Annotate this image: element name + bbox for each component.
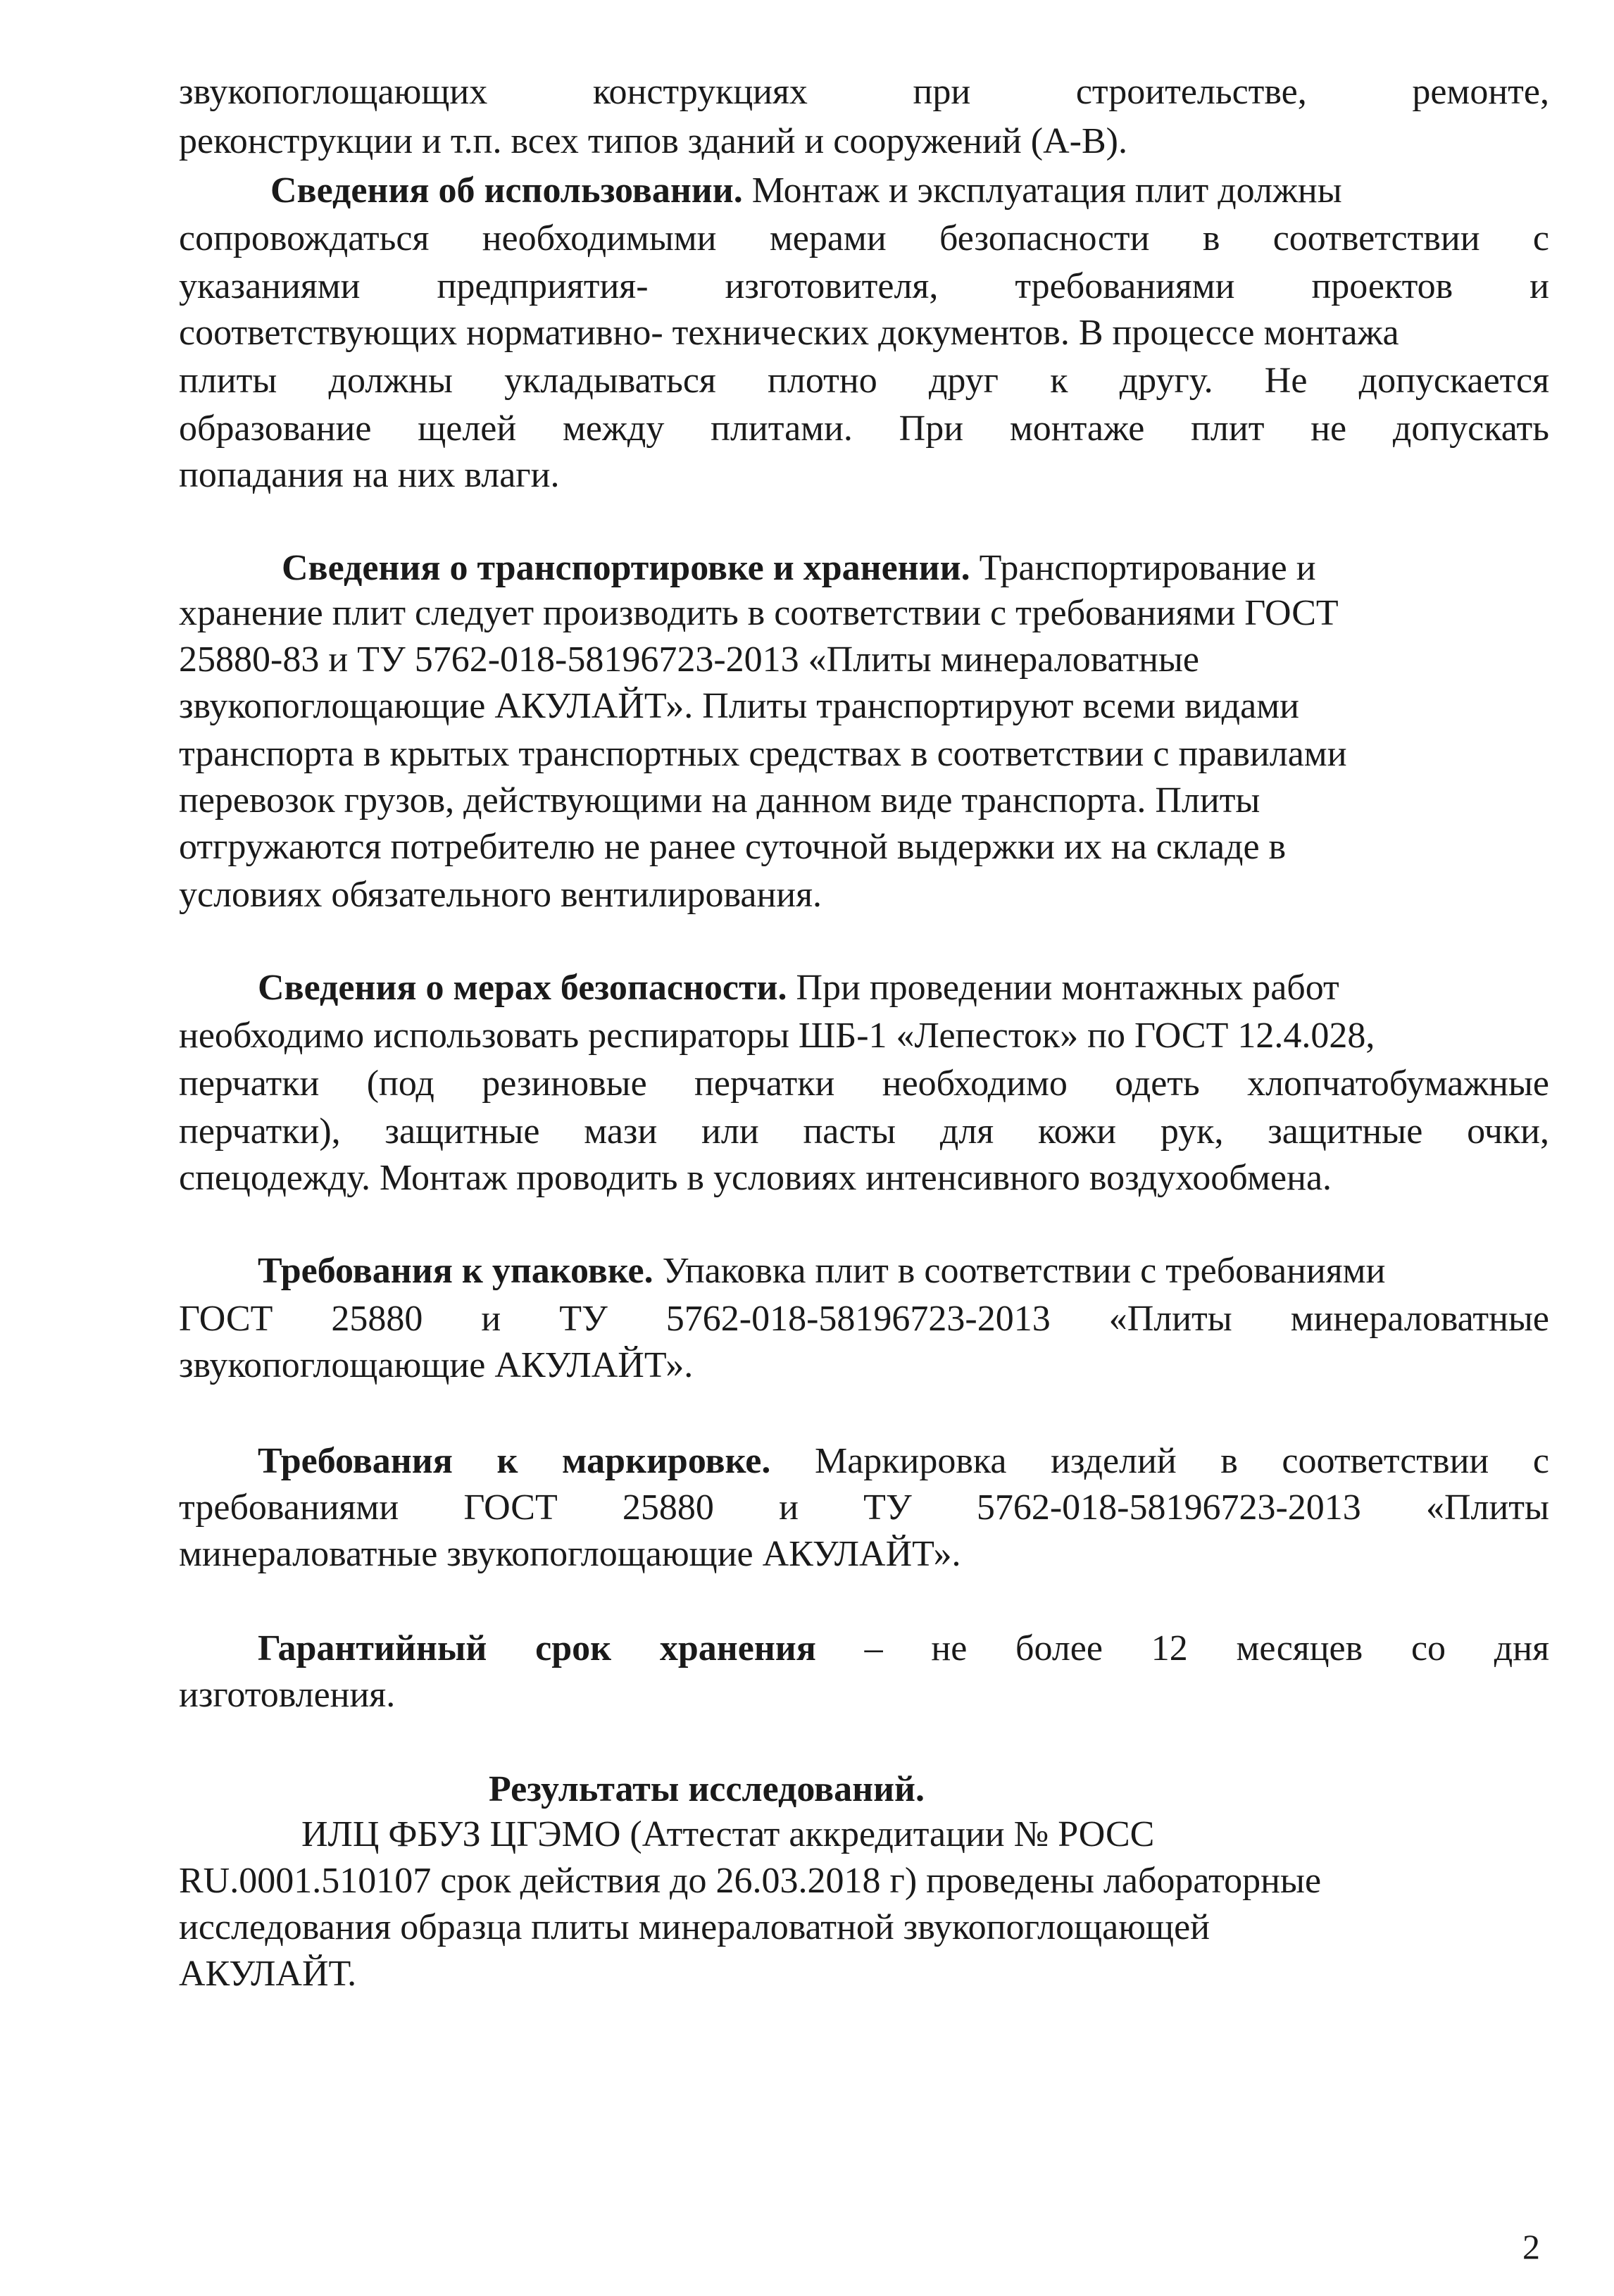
usage-line-5-word: к	[1050, 361, 1068, 401]
usage-line-5-word: другу.	[1119, 361, 1213, 401]
usage-line-2-word: соответствии	[1272, 218, 1480, 258]
results-heading: Результаты исследований.	[489, 1769, 925, 1809]
usage-line-1-text: Монтаж и эксплуатация плит должны	[742, 170, 1342, 211]
warranty-heading-word: хранения	[659, 1628, 816, 1668]
packaging-line-2-word: «Плиты	[1108, 1299, 1232, 1339]
safety-line-3-word: резиновые	[482, 1063, 647, 1104]
packaging-line-1	[258, 1249, 1385, 1293]
transport-line-1	[282, 547, 1316, 590]
usage-line-5-word: плиты	[179, 361, 277, 401]
usage-line-6-word: щелей	[418, 408, 517, 449]
marking-heading-word: маркировке.	[562, 1441, 771, 1481]
safety-line-4-word: пасты	[803, 1111, 896, 1152]
safety-line-4-word: для	[939, 1111, 994, 1152]
marking-line-2	[179, 1486, 1549, 1530]
safety-line-4-word: мази	[584, 1111, 658, 1152]
usage-line-7: попадания на них влаги.	[179, 455, 560, 495]
page-number: 2	[1522, 2227, 1540, 2266]
usage-heading: Сведения об использовании.	[270, 170, 743, 211]
usage-line-3-word: изготовителя,	[725, 266, 939, 306]
marking-line-2-word: и	[779, 1487, 799, 1528]
safety-line-4-word: защитные	[384, 1111, 540, 1152]
safety-line-4-word: рук,	[1160, 1111, 1224, 1152]
usage-line-6	[179, 407, 1549, 451]
safety-line-4-word: защитные	[1268, 1111, 1423, 1152]
packaging-line-1-text: Упаковка плит в соответствии с требованиями	[653, 1251, 1386, 1291]
safety-line-4-word: кожи	[1037, 1111, 1117, 1152]
safety-line-3-word: перчатки	[694, 1063, 835, 1104]
intro-line-1	[179, 70, 1549, 114]
safety-heading: Сведения о мерах безопасности.	[258, 968, 787, 1008]
usage-line-5	[179, 359, 1549, 403]
warranty-line-2: изготовления.	[179, 1675, 396, 1715]
transport-heading: Сведения о транспортировке и хранении.	[282, 548, 970, 588]
marking-heading-word: к	[496, 1441, 518, 1481]
usage-line-3	[179, 265, 1549, 308]
warranty-line-1-word: –	[864, 1628, 883, 1668]
transport-line-1-text: Транспортирование и	[970, 548, 1316, 588]
marking-line-1-word: соответствии	[1282, 1441, 1489, 1481]
safety-line-4	[179, 1110, 1549, 1154]
marking-line-1-word: изделий	[1051, 1441, 1177, 1481]
transport-line-8: условиях обязательного вентилирования.	[179, 875, 822, 915]
intro-line-2: реконструкции и т.п. всех типов зданий и сооружений (А-В).	[179, 121, 1127, 161]
usage-line-6-word: плитами.	[711, 408, 853, 449]
packaging-heading: Требования к упаковке.	[258, 1251, 653, 1291]
results-line-3: исследования образца плиты минераловатной звукопоглощающей	[179, 1907, 1210, 1947]
marking-line-3: минераловатные звукопоглощающие АКУЛАЙТ».	[179, 1534, 961, 1574]
packaging-line-2-word: ГОСТ	[179, 1299, 273, 1339]
usage-line-6-word: При	[899, 408, 964, 449]
safety-line-5: спецодежду. Монтаж проводить в условиях интенсивного воздухообмена.	[179, 1158, 1332, 1198]
packaging-line-2-word: 5762-018-58196723-2013	[665, 1299, 1051, 1339]
marking-line-1-word: с	[1532, 1441, 1549, 1481]
usage-line-3-word: проектов	[1311, 266, 1453, 306]
warranty-line-1	[258, 1627, 1549, 1671]
usage-line-6-word: монтаже	[1009, 408, 1145, 449]
usage-line-2-word: мерами	[769, 218, 887, 258]
intro-line-1-word: звукопоглощающих	[179, 72, 488, 112]
marking-line-1-word: в	[1220, 1441, 1238, 1481]
marking-line-2-word: 25880	[622, 1487, 714, 1528]
warranty-line-1-word: 12	[1151, 1628, 1188, 1668]
usage-line-6-word: образование	[179, 408, 372, 449]
usage-line-3-word: предприятия-	[437, 266, 649, 306]
usage-line-5-word: Не	[1264, 361, 1308, 401]
usage-line-5-word: укладываться	[504, 361, 716, 401]
intro-line-1-word: строительстве,	[1075, 72, 1307, 112]
marking-heading-word: Требования	[258, 1441, 453, 1481]
safety-line-2: необходимо использовать респираторы ШБ-1 «Лепесток» по ГОСТ 12.4.028,	[179, 1016, 1375, 1056]
safety-line-1-text: При проведении монтажных работ	[787, 968, 1339, 1008]
usage-line-5-word: допускается	[1358, 361, 1549, 401]
safety-line-4-word: или	[701, 1111, 759, 1152]
usage-line-5-word: друг	[928, 361, 999, 401]
safety-line-3-word: одеть	[1115, 1063, 1200, 1104]
safety-line-3-word: хлопчатобумажные	[1247, 1063, 1549, 1104]
usage-line-5-word: плотно	[768, 361, 877, 401]
warranty-heading-word: Гарантийный	[258, 1628, 487, 1668]
warranty-line-1-word: со	[1410, 1628, 1446, 1668]
marking-line-2-word: 5762-018-58196723-2013	[976, 1487, 1361, 1528]
intro-line-1-word: ремонте,	[1412, 72, 1549, 112]
usage-line-6-word: не	[1310, 408, 1347, 449]
intro-line-1-word: при	[913, 72, 971, 112]
results-line-2: RU.0001.510107 срок действия до 26.03.2018 г) проведены лабораторные	[179, 1861, 1322, 1901]
packaging-line-2	[179, 1297, 1549, 1341]
packaging-line-2-word: и	[481, 1299, 501, 1339]
warranty-heading-word: срок	[535, 1628, 612, 1668]
usage-line-4: соответствующих нормативно- технических документов. В процессе монтажа	[179, 313, 1399, 353]
safety-line-3-word: перчатки	[179, 1063, 320, 1104]
usage-line-6-word: между	[562, 408, 665, 449]
marking-line-2-word: ГОСТ	[463, 1487, 558, 1528]
usage-line-3-word: указаниями	[179, 266, 361, 306]
usage-line-3-word: и	[1529, 266, 1549, 306]
transport-line-3: 25880-83 и ТУ 5762-018-58196723-2013 «Плиты минераловатные	[179, 639, 1199, 680]
results-line-1: ИЛЦ ФБУЗ ЦГЭМО (Аттестат аккредитации № РОСС	[301, 1814, 1155, 1854]
marking-line-2-word: требованиями	[179, 1487, 399, 1528]
safety-line-4-word: очки,	[1467, 1111, 1549, 1152]
packaging-line-2-word: минераловатные	[1290, 1299, 1549, 1339]
usage-line-3-word: требованиями	[1015, 266, 1235, 306]
transport-line-5: транспорта в крытых транспортных средствах в соответствии с правилами	[179, 734, 1347, 774]
transport-line-4: звукопоглощающие АКУЛАЙТ». Плиты транспортируют всеми видами	[179, 686, 1299, 726]
marking-line-2-word: «Плиты	[1425, 1487, 1549, 1528]
packaging-line-2-word: ТУ	[559, 1299, 608, 1339]
usage-line-2-word: сопровождаться	[179, 218, 430, 258]
transport-line-7: отгружаются потребителю не ранее суточной выдержки их на складе в	[179, 827, 1287, 867]
usage-line-2-word: с	[1532, 218, 1549, 258]
warranty-line-1-word: более	[1015, 1628, 1103, 1668]
safety-line-3	[179, 1062, 1549, 1106]
usage-line-2-word: безопасности	[939, 218, 1150, 258]
packaging-line-3: звукопоглощающие АКУЛАЙТ».	[179, 1345, 694, 1385]
marking-line-1-word: Маркировка	[814, 1441, 1007, 1481]
intro-line-1-word: конструкциях	[592, 72, 808, 112]
safety-line-3-word: необходимо	[882, 1063, 1068, 1104]
transport-line-6: перевозок грузов, действующими на данном виде транспорта. Плиты	[179, 780, 1260, 821]
warranty-line-1-word: месяцев	[1236, 1628, 1363, 1668]
usage-line-6-word: плит	[1191, 408, 1265, 449]
usage-line-2-word: необходимыми	[482, 218, 717, 258]
marking-line-2-word: ТУ	[863, 1487, 912, 1528]
usage-line-1	[270, 169, 1342, 213]
warranty-line-1-word: дня	[1494, 1628, 1549, 1668]
warranty-line-1-word: не	[931, 1628, 968, 1668]
results-line-4: АКУЛАЙТ.	[179, 1954, 357, 1994]
safety-line-1	[258, 966, 1339, 1010]
usage-line-5-word: должны	[328, 361, 453, 401]
marking-line-1	[258, 1440, 1549, 1483]
packaging-line-2-word: 25880	[331, 1299, 423, 1339]
usage-line-2	[179, 217, 1549, 261]
usage-line-2-word: в	[1202, 218, 1220, 258]
usage-line-6-word: допускать	[1392, 408, 1549, 449]
safety-line-3-word: (под	[366, 1063, 434, 1104]
safety-line-4-word: перчатки),	[179, 1111, 341, 1152]
transport-line-2: хранение плит следует производить в соответствии с требованиями ГОСТ	[179, 593, 1339, 633]
